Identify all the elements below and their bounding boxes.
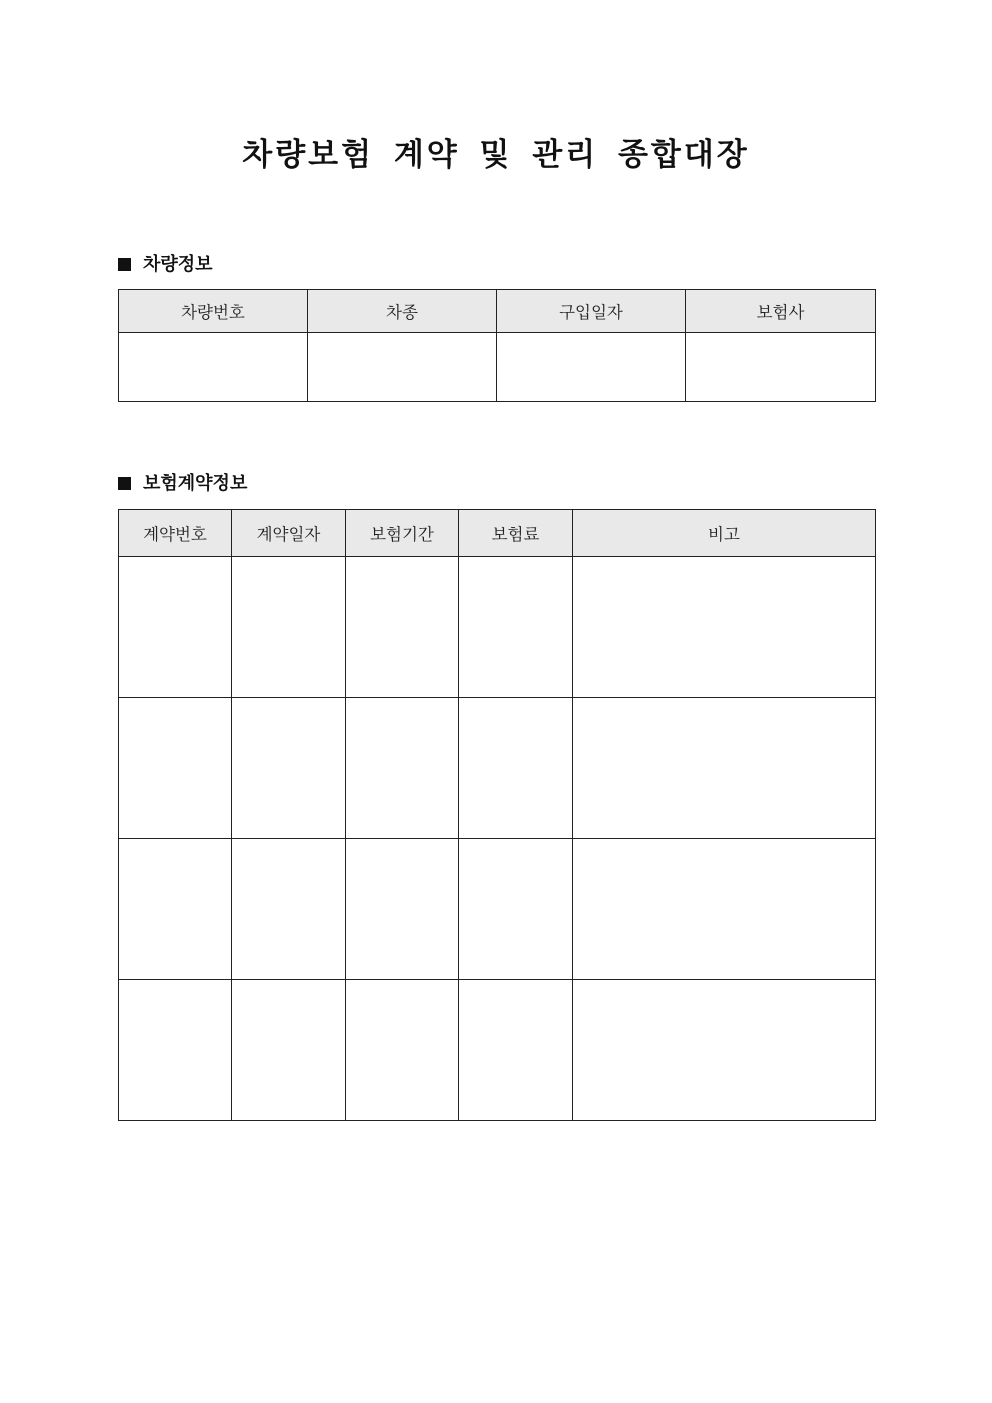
- column-header-contract-number: 계약번호: [119, 510, 232, 557]
- column-header-premium: 보험료: [459, 510, 573, 557]
- coverage-period-cell[interactable]: [346, 557, 459, 698]
- column-header-coverage-period: 보험기간: [346, 510, 459, 557]
- column-header-vehicle-number: 차량번호: [119, 290, 308, 333]
- square-bullet-icon: [118, 477, 131, 490]
- column-header-contract-date: 계약일자: [232, 510, 346, 557]
- column-header-purchase-date: 구입일자: [497, 290, 686, 333]
- insurer-cell[interactable]: [686, 333, 876, 402]
- coverage-period-cell[interactable]: [346, 698, 459, 839]
- table-row: [119, 698, 876, 839]
- column-header-vehicle-model: 차종: [308, 290, 497, 333]
- premium-cell[interactable]: [459, 698, 573, 839]
- premium-cell[interactable]: [459, 839, 573, 980]
- table-row: [119, 839, 876, 980]
- contract-number-cell[interactable]: [119, 839, 232, 980]
- vehicle-section-title: 차량정보: [143, 254, 213, 275]
- table-header-row: [119, 290, 876, 333]
- remarks-cell[interactable]: [573, 557, 876, 698]
- table-row: [119, 980, 876, 1121]
- column-header-insurer: 보험사: [686, 290, 876, 333]
- purchase-date-cell[interactable]: [497, 333, 686, 402]
- table-header-row: [119, 510, 876, 557]
- contract-info-table: [118, 509, 876, 1121]
- contract-number-cell[interactable]: [119, 557, 232, 698]
- contract-date-cell[interactable]: [232, 698, 346, 839]
- contract-number-cell[interactable]: [119, 698, 232, 839]
- contract-date-cell[interactable]: [232, 980, 346, 1121]
- coverage-period-cell[interactable]: [346, 839, 459, 980]
- document-title: 차량보험 계약 및 관리 종합대장: [242, 137, 750, 173]
- contract-section-heading: [118, 471, 247, 497]
- vehicle-model-cell[interactable]: [308, 333, 497, 402]
- remarks-cell[interactable]: [573, 698, 876, 839]
- contract-number-cell[interactable]: [119, 980, 232, 1121]
- table-row: [119, 557, 876, 698]
- contract-section-title: 보험계약정보: [143, 473, 248, 494]
- premium-cell[interactable]: [459, 980, 573, 1121]
- contract-date-cell[interactable]: [232, 557, 346, 698]
- square-bullet-icon: [118, 258, 131, 271]
- column-header-remarks: 비고: [573, 510, 876, 557]
- remarks-cell[interactable]: [573, 980, 876, 1121]
- coverage-period-cell[interactable]: [346, 980, 459, 1121]
- vehicle-info-table: [118, 289, 876, 402]
- table-row: [119, 333, 876, 402]
- vehicle-section-heading: [118, 252, 213, 278]
- remarks-cell[interactable]: [573, 839, 876, 980]
- contract-date-cell[interactable]: [232, 839, 346, 980]
- vehicle-number-cell[interactable]: [119, 333, 308, 402]
- premium-cell[interactable]: [459, 557, 573, 698]
